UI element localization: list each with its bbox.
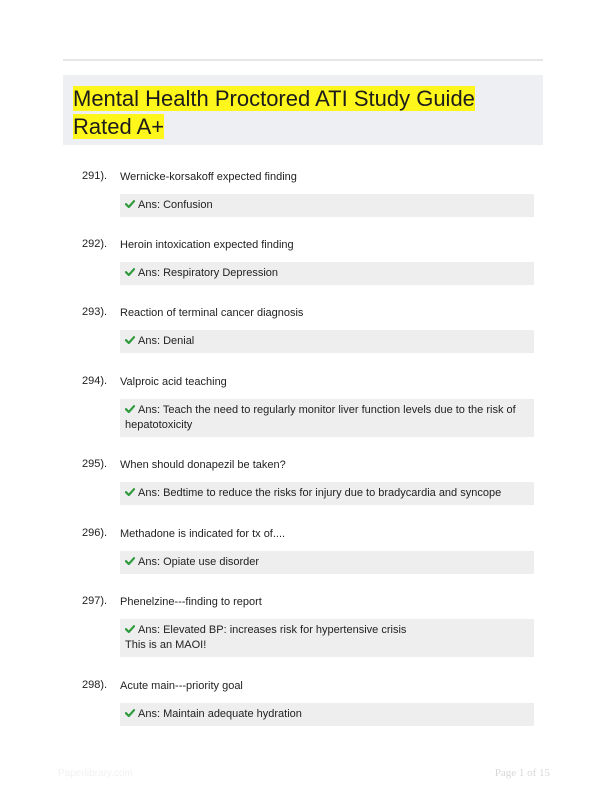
page-indicator: Page 1 of 15 [494, 767, 550, 779]
page-title [73, 85, 533, 141]
question-number: 298). [82, 679, 108, 691]
checkmark-icon [125, 267, 135, 277]
checkmark-icon [125, 335, 135, 345]
answer-text: Ans: Maintain adequate hydration [138, 708, 302, 720]
checkmark-icon [125, 556, 135, 566]
answer-box [120, 482, 534, 505]
question-number: 291). [82, 170, 108, 182]
answer-box [120, 262, 534, 285]
checkmark-icon [125, 199, 135, 209]
answer-text: Ans: Teach the need to regularly monitor liver function levels due to the risk of hepatotoxicity [125, 404, 516, 431]
question-text: Heroin intoxication expected finding [120, 239, 294, 251]
answer-box [120, 703, 534, 726]
question-number: 297). [82, 595, 108, 607]
answer-box [120, 399, 534, 437]
question-number: 295). [82, 458, 108, 470]
answer-note: This is an MAOI! [125, 639, 207, 651]
title-highlight: Mental Health Proctored ATI Study Guide Rated A+ [73, 86, 475, 139]
checkmark-icon [125, 708, 135, 718]
answer-text: Ans: Confusion [138, 199, 213, 211]
top-divider [63, 59, 543, 61]
answer-text: Ans: Elevated BP: increases risk for hypertensive crisis [138, 624, 407, 636]
answer-text: Ans: Opiate use disorder [138, 556, 260, 568]
answer-text: Ans: Respiratory Depression [138, 267, 279, 279]
title-banner [63, 75, 543, 145]
question-text: Wernicke-korsakoff expected finding [120, 171, 297, 183]
question-text: Methadone is indicated for tx of.... [120, 528, 286, 540]
footer-watermark: Paperlibrary.com [58, 768, 133, 779]
question-number: 294). [82, 375, 108, 387]
answer-box [120, 194, 534, 217]
answer-text: Ans: Bedtime to reduce the risks for injury due to bradycardia and syncope [138, 487, 502, 499]
answer-box [120, 330, 534, 353]
question-text: When should donapezil be taken? [120, 459, 286, 471]
question-text: Reaction of terminal cancer diagnosis [120, 307, 304, 319]
answer-box [120, 619, 534, 657]
question-number: 293). [82, 306, 108, 318]
answer-box [120, 551, 534, 574]
question-number: 292). [82, 238, 108, 250]
checkmark-icon [125, 624, 135, 634]
checkmark-icon [125, 487, 135, 497]
checkmark-icon [125, 404, 135, 414]
answer-text: Ans: Denial [138, 335, 195, 347]
question-text: Acute main---priority goal [120, 680, 243, 692]
question-text: Valproic acid teaching [120, 376, 227, 388]
question-text: Phenelzine---finding to report [120, 596, 262, 608]
question-number: 296). [82, 527, 108, 539]
